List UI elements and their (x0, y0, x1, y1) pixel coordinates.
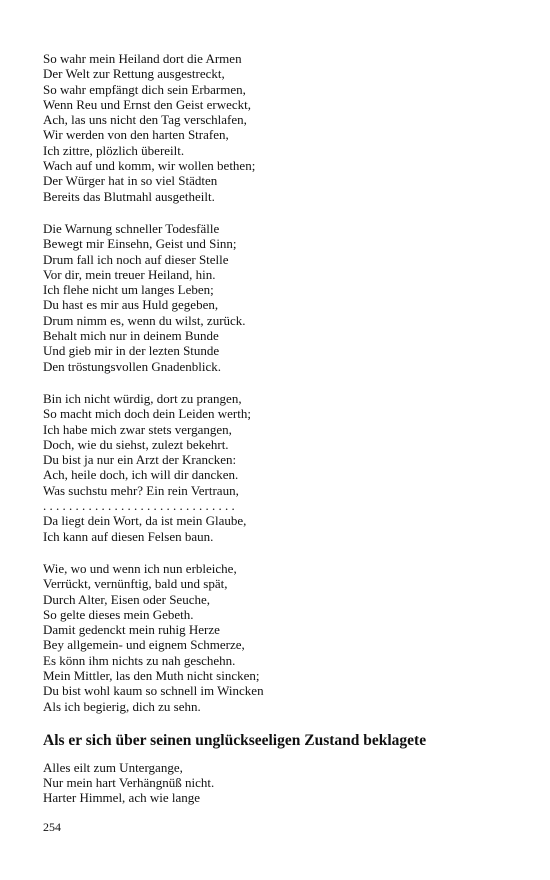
verse-line: Wie, wo und wenn ich nun erbleiche, (43, 560, 237, 576)
verse-line: Doch, wie du siehst, zulezt bekehrt. (43, 436, 229, 452)
stanza-4 (43, 561, 503, 714)
verse-line: Mein Mittler, las den Muth nicht sincken; (43, 667, 260, 683)
stanza-2 (43, 221, 503, 374)
verse-line: Bereits das Blutmahl ausgetheilt. (43, 188, 215, 204)
verse-line: Ich flehe nicht um langes Leben; (43, 282, 214, 298)
verse-line: Nur mein hart Verhängnüß nicht. (43, 775, 215, 791)
verse-line: Behalt mich nur in deinem Bunde (43, 328, 219, 344)
verse-line: Du bist ja nur ein Arzt der Krancken: (43, 452, 237, 468)
verse-line: Ach, las uns nicht den Tag verschlafen, (43, 112, 247, 128)
verse-line: Drum fall ich noch auf dieser Stelle (43, 251, 229, 267)
verse-line: Wach auf und komm, wir wollen bethen; (43, 158, 256, 174)
verse-line: Ach, heile doch, ich will dir dancken. (43, 467, 239, 483)
verse-line: Der Würger hat in so viel Städten (43, 173, 218, 189)
verse-line: Alles eilt zum Untergange, (43, 759, 183, 775)
verse-line: So wahr mein Heiland dort die Armen (43, 51, 242, 66)
poem-heading: Als er sich über seinen unglückseeligen Zustand beklagete (43, 731, 427, 749)
stanza-1 (43, 51, 503, 204)
verse-line: Verrückt, vernünftig, bald und spät, (43, 576, 228, 592)
verse-line: Und gieb mir in der lezten Stunde (43, 343, 220, 359)
verse-line: Du hast es mir aus Huld gegeben, (43, 297, 219, 313)
verse-line: Die Warnung schneller Todesfälle (43, 220, 220, 236)
verse-line: Als ich begierig, dich zu sehn. (43, 698, 201, 714)
verse-line: Bey allgemein- und eignem Schmerze, (43, 637, 245, 653)
verse-line: Durch Alter, Eisen oder Seuche, (43, 591, 210, 607)
verse-line: Den tröstungsvollen Gnadenblick. (43, 358, 221, 374)
verse-line: So wahr empfängt dich sein Erbarmen, (43, 81, 246, 97)
verse-line: Vor dir, mein treuer Heiland, hin. (43, 266, 216, 282)
verse-line: So macht mich doch dein Leiden werth; (43, 406, 251, 422)
verse-line: Wir werden von den harten Strafen, (43, 127, 229, 143)
verse-line: Was suchstu mehr? Ein rein Vertraun, (43, 482, 239, 498)
verse-line: Ich zittre, plözlich übereilt. (43, 142, 185, 158)
ellipsis-line: . . . . . . . . . . . . . . . . . . . . . . . . . . . . . . (43, 498, 235, 514)
verse-line: Harter Himmel, ach wie lange (43, 790, 201, 806)
verse-line: Wenn Reu und Ernst den Geist erweckt, (43, 96, 251, 112)
verse-line: Damit gedenckt mein ruhig Herze (43, 622, 220, 638)
poem-page (43, 51, 503, 823)
verse-line: So gelte dieses mein Gebeth. (43, 606, 194, 622)
verse-line: Der Welt zur Rettung ausgestreckt, (43, 66, 225, 82)
page-number: 254 (43, 820, 61, 834)
verse-line: Da liegt dein Wort, da ist mein Glaube, (43, 513, 247, 529)
verse-line: Du bist wohl kaum so schnell im Wincken (43, 683, 264, 699)
verse-line: Bewegt mir Einsehn, Geist und Sinn; (43, 236, 237, 252)
verse-line: Bin ich nicht würdig, dort zu prangen, (43, 390, 242, 406)
stanza-5 (43, 760, 503, 806)
verse-line: Es könn ihm nichts zu nah geschehn. (43, 652, 236, 668)
verse-line: Ich kann auf diesen Felsen baun. (43, 528, 214, 544)
verse-line: Ich habe mich zwar stets vergangen, (43, 421, 232, 437)
verse-line: Drum nimm es, wenn du wilst, zurück. (43, 312, 246, 328)
stanza-3 (43, 391, 503, 544)
